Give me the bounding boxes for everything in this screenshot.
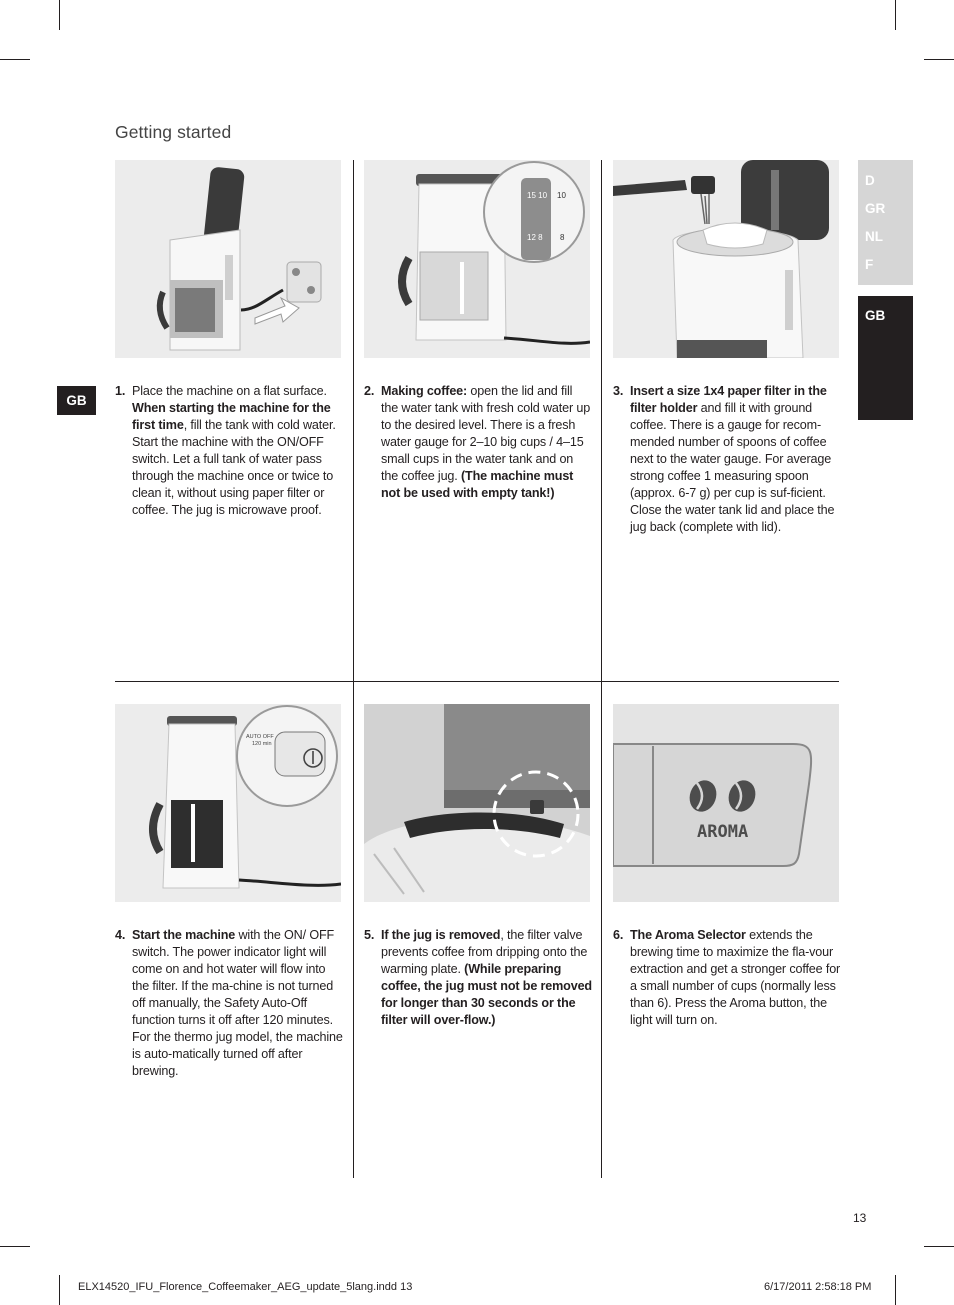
tab-f[interactable]: F [865,257,874,272]
crop-mark [895,1275,896,1305]
step-text-bold: (While preparing coffee, the jug must not be removed for longer than 30 seconds or the filter will over-flow.) [381,962,592,1027]
gauge-right-bottom-text: 8 [560,233,565,242]
column-divider [601,160,602,682]
crop-mark [895,0,896,30]
illustration-power-switch [115,704,341,902]
column-divider [353,682,354,1178]
aroma-label: AROMA [697,822,749,842]
language-tabs [858,160,913,285]
step-3 [613,383,841,536]
step-number: 3. [613,384,624,398]
power-switch-icon [115,704,341,902]
step-text-bold: If the jug is removed [381,928,501,942]
column-divider [353,160,354,682]
filter-valve-icon [364,704,590,902]
step-text-run: open the lid and fill the water tank with fresh cold water up to the desired level. There is a fresh water gauge for 2–10 big cups / 4–15 small cups in the water tank and on the coffee jug. [381,384,591,483]
step-text [630,927,841,1029]
crop-mark [59,1275,60,1305]
illustration-plug-in [115,160,341,358]
footer-date: 6/17/2011 2:58:18 PM [764,1281,872,1293]
step-text-bold: (The machine must not be used with empty tank!) [381,469,574,500]
step-4 [115,927,343,1080]
section-heading: Getting started [115,122,232,142]
page-number: 13 [853,1211,867,1225]
coffee-maker-plug-icon [115,160,341,358]
step-text-run: with the ON/ OFF switch. The power indicator light will come on and hot water will flow into the filter. If the ma-chine is not turned off manually, the Safety Auto-Off function turns it off after 120 minutes. For the thermo jug model, the machine is auto-matically turned off after brewing. [132,928,343,1078]
step-text-run: and fill it with ground coffee. There is a gauge for recom-mended number of spoons of coffee next to the water gauge. For average strong coffee 1 measuring spoon (approx. 6-7 g) per cup is suf-ficient. Close the water tank lid and place the jug back (complete with lid). [630,401,835,534]
step-2 [364,383,592,502]
auto-off-line2: 120 min [252,741,272,747]
step-text-bold: Start the machine [132,928,236,942]
auto-off-line1: AUTO OFF [246,734,274,740]
tab-nl[interactable]: NL [865,229,883,244]
crop-mark [59,0,60,30]
gauge-top-text: 15 10 [527,191,548,200]
step-text-bold: The Aroma Selector [630,928,746,942]
column-divider [601,682,602,1178]
crop-mark [0,1246,30,1247]
step-text-bold: When starting the machine for the first time [132,401,331,432]
gauge-bottom-text: 12 8 [527,233,543,242]
step-text [132,927,343,1080]
illustration-filter-valve [364,704,590,902]
step-number: 4. [115,928,126,942]
step-text-bold: Making coffee: [381,384,468,398]
aroma-button-icon [613,704,839,902]
illustration-aroma-button [613,704,839,902]
water-gauge-icon [364,160,590,358]
step-text-bold: Insert a size 1x4 paper filter in the filter holder [630,384,827,415]
step-text [132,383,343,519]
gb-badge: GB [57,386,96,415]
tab-gr[interactable]: GR [865,201,886,216]
step-6 [613,927,841,1029]
step-1 [115,383,343,519]
step-text [630,383,841,536]
step-number: 6. [613,928,624,942]
crop-mark [0,59,30,60]
step-text [381,383,592,502]
tab-d[interactable]: D [865,173,875,188]
illustration-water-gauge [364,160,590,358]
tab-gb-active[interactable] [858,296,913,420]
step-text-run: extends the brewing time to maximize the fla-vour extraction and get a stronger coffee for a small number of cups (normally less than 6). Press the Aroma button, the light will turn on. [630,928,841,1027]
step-text-run: Place the machine on a flat surface. [132,384,327,398]
step-text-run: , the filter valve prevents coffee from dripping onto the warming plate. [381,928,588,976]
filter-spoon-icon [613,160,839,358]
tab-gb-label: GB [865,308,886,323]
footer-file: ELX14520_IFU_Florence_Coffeemaker_AEG_update_5lang.indd 13 [78,1281,413,1293]
crop-mark [924,1246,954,1247]
step-text [381,927,592,1029]
row-divider [115,681,839,682]
step-number: 2. [364,384,375,398]
step-number: 1. [115,384,126,398]
step-text-run: , fill the tank with cold water. Start the machine with the ON/OFF switch. Let a full tank of water pass through the machine once or twice to clean it, without using paper filter or coffee. The jug is microwave proof. [132,418,336,517]
gauge-right-top-text: 10 [557,191,566,200]
step-5 [364,927,592,1029]
step-number: 5. [364,928,375,942]
illustration-filter [613,160,839,358]
crop-mark [924,59,954,60]
